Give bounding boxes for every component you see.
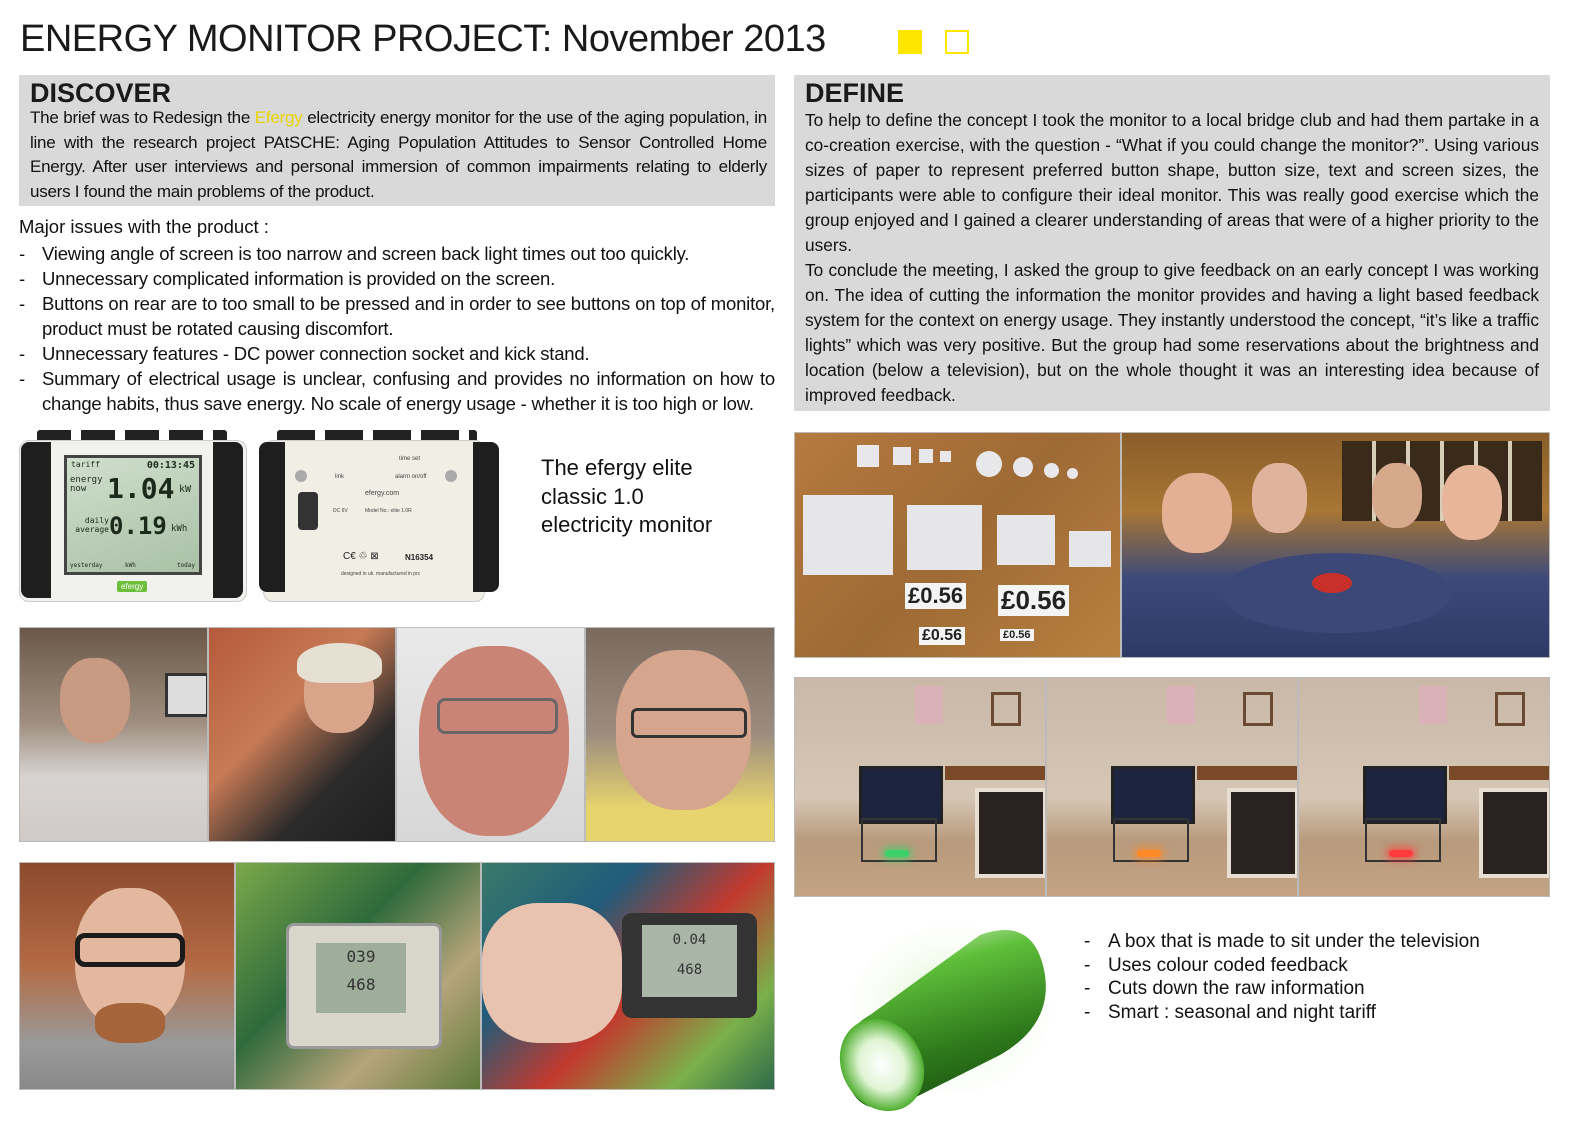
photo-elderly-man-closeup	[396, 627, 585, 842]
ce-marks-icon: C€ ♲ ⊠	[343, 551, 379, 562]
define-heading: DEFINE	[805, 78, 905, 108]
photo-man-holding-monitor	[19, 627, 208, 842]
back-timeset-label: time set	[399, 456, 421, 462]
issue-item: - Viewing angle of screen is too narrow and screen back light times out too quickly.	[19, 241, 775, 266]
issues-heading: Major issues with the product :	[19, 216, 269, 237]
tv-concept-green	[794, 677, 1046, 897]
device-caption: The efergy elite classic 1.0 electricity monitor	[541, 455, 713, 537]
lcd-kwh: kWh	[125, 562, 136, 569]
issues-list	[19, 241, 775, 416]
intro-text-start: The brief was to Redesign the	[30, 108, 255, 127]
feature-item: - Smart : seasonal and night tariff	[1084, 1001, 1544, 1025]
lcd-tariff: tariff	[71, 460, 100, 469]
photo-man-impairment-glasses	[19, 862, 235, 1090]
back-made: designed in uk. manufactured in prc	[341, 571, 421, 577]
back-link-label: link	[335, 474, 345, 480]
taped-screen-line2: 468	[676, 962, 703, 978]
define-paragraph-1: To help to define the concept I took the monitor to a local bridge club and had them partake in a co-creation exercise, with the question - “What if you could change the monitor?”. Using various sizes of paper to represent preferred button shape, button size, text and screen sizes, the participants were able to configure their ideal monitor. This was really good exercise which the group enjoyed and I gained a clearer understanding of areas that were of a higher priority to the users.	[805, 110, 1539, 255]
device-front	[19, 430, 245, 606]
lcd-energy-now-value: 1.04	[107, 472, 175, 505]
lcd-today: today	[176, 562, 195, 569]
light-orange-icon	[1137, 850, 1161, 857]
photo-taped-fingers-monitor	[481, 862, 775, 1090]
device-back	[255, 430, 505, 606]
discover-heading: DISCOVER	[30, 78, 172, 108]
issue-item: - Unnecessary complicated information is provided on the screen.	[19, 266, 775, 291]
taped-screen-line1: 0.04	[672, 932, 707, 948]
price-label: £0.56	[919, 627, 965, 645]
light-green-icon	[885, 850, 909, 857]
feature-item: - Uses colour coded feedback	[1084, 954, 1544, 978]
lcd-screen	[64, 455, 202, 575]
photo-paper-cutouts	[794, 432, 1121, 658]
discover-intro	[30, 106, 767, 204]
photo-woman-with-monitor	[208, 627, 396, 842]
light-box-concept-render	[830, 905, 1070, 1115]
concept-features-list	[1084, 930, 1544, 1024]
accent-square-outline	[945, 30, 969, 54]
light-red-icon	[1389, 850, 1413, 857]
lcd-yesterday: yesterday	[70, 562, 103, 569]
price-label: £0.56	[998, 585, 1069, 616]
tv-concept-red	[1298, 677, 1550, 897]
back-model: Model No.: elite 1.0R	[365, 508, 412, 514]
back-website: efergy.com	[365, 490, 400, 497]
issue-item: - Buttons on rear are to too small to be pressed and in order to see buttons on top of monitor, product must be rotated causing discomfort.	[19, 291, 775, 341]
feature-item: - A box that is made to sit under the television	[1084, 930, 1544, 954]
back-dc: DC 6V	[333, 508, 348, 514]
photo-bridge-club-group	[1121, 432, 1550, 658]
lcd-daily-avg-label: daily average	[75, 516, 109, 534]
tv-concept-orange	[1046, 677, 1298, 897]
blurred-screen-line2: 468	[346, 975, 376, 994]
discover-box	[19, 75, 775, 206]
define-paragraph-2: To conclude the meeting, I asked the group to give feedback on an early concept I was working on. The idea of cutting the information the monitor provides and having a light based feedback system for the context on energy usage. They instantly understood the concept, “it’s like a traffic lights” which was very positive. But the group had some reservations about the brightness and location (below a television), but on the whole thought it was an interesting idea because of improved feedback.	[805, 260, 1539, 405]
accent-square-filled	[898, 30, 922, 54]
issue-item: - Unnecessary features - DC power connection socket and kick stand.	[19, 341, 775, 366]
device-brand-logo: efergy	[117, 581, 147, 592]
define-box	[794, 75, 1550, 411]
price-label: £0.56	[1000, 629, 1034, 641]
back-alarm-label: alarm on/off	[395, 474, 427, 480]
lcd-daily-avg-unit: kWh	[171, 524, 188, 534]
issue-item: - Summary of electrical usage is unclear, confusing and provides no information on how to change habits, thus save energy. No scale of energy usage - whether it is too high or low.	[19, 366, 775, 416]
page-title: ENERGY MONITOR PROJECT: November 2013	[20, 18, 826, 60]
feature-item: - Cuts down the raw information	[1084, 977, 1544, 1001]
photo-hands-monitor-blurred	[235, 862, 481, 1090]
intro-text-end: electricity energy monitor for the use of the aging population, in line with the research project PAtSCHE: Aging Population Attitudes to Sensor Controlled Home Energy. After user interviews and personal immersion of common impairments relating to elderly users I found the main problems of the product.	[30, 108, 767, 201]
lcd-energy-now-unit: kW	[179, 484, 192, 495]
photo-smiling-man-glasses	[585, 627, 775, 842]
brand-highlight: Efergy	[254, 108, 303, 127]
price-label: £0.56	[905, 583, 966, 609]
lcd-time: 00:13:45	[146, 460, 195, 471]
lcd-energy-now-label: energy now	[70, 475, 103, 494]
lcd-daily-avg-value: 0.19	[109, 512, 167, 540]
back-serial: N16354	[405, 553, 434, 562]
blurred-screen-line1: 039	[346, 947, 376, 966]
